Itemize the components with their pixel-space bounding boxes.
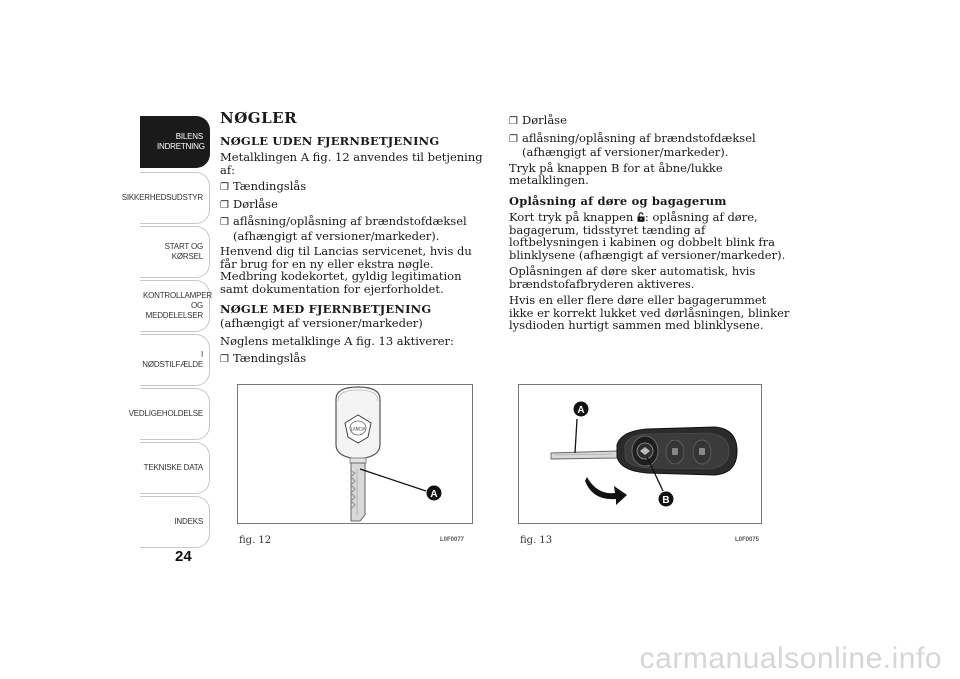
section-heading-remote: NØGLE MED FJERNBETJENING	[220, 302, 432, 316]
watermark: carmanualsonline.info	[639, 641, 942, 675]
ballot-box-icon: ❐	[509, 133, 518, 145]
section-intro: Metalklingen A fig. 12 anvendes til betjening af:	[220, 150, 483, 177]
paragraph: Tryk på knappen B for at åbne/lukke metalklingen.	[509, 160, 723, 187]
right-column	[509, 114, 794, 336]
section-subtitle: (afhængigt af versioner/markeder)	[220, 315, 423, 330]
list-item: ❐ Dørlåse	[220, 196, 278, 211]
paragraph: Hvis en eller flere døre eller bagagerummet ikke er korrekt lukket ved dørlåsningen, blinker lysdioden hurtigt sammen med blinklysene.	[509, 293, 790, 332]
list-item: ❐ aflåsning/oplåsning af brændstofdæksel (afhængigt af versioner/markeder).	[509, 130, 756, 159]
key-illustration	[238, 385, 472, 523]
remote-key-illustration	[519, 385, 761, 523]
list-item: ❐ aflåsning/oplåsning af brændstofdæksel (afhængigt af versioner/markeder).	[220, 214, 467, 243]
service-note: Henvend dig til Lancias servicenet, hvis du får brug for en ny eller ekstra nøgle. Medbring kodekortet, gyldig legitimation samt dokumentation for ejerforholdet.	[220, 244, 472, 296]
tab-start-og-korsel[interactable]: START OG KØRSEL	[140, 226, 210, 278]
ballot-box-icon: ❐	[220, 353, 229, 365]
ballot-box-icon: ❐	[220, 182, 229, 193]
section-heading-unlock: Oplåsning af døre og bagagerum	[509, 193, 727, 208]
section-intro: Nøglens metalklinge A fig. 13 aktiverer:	[220, 334, 454, 348]
left-column	[220, 109, 485, 369]
paragraph: Oplåsningen af døre sker automatisk, hvis brændstofafbryderen aktiveres.	[509, 264, 756, 291]
figure-12-caption: fig. 12	[239, 535, 272, 546]
tab-bilens-indretning[interactable]: BILENS INDRETNING	[140, 116, 210, 168]
tab-sikkerhedsudstyr[interactable]: SIKKERHEDSUDSTYR	[140, 172, 210, 224]
figure-13-caption: fig. 13	[520, 535, 553, 546]
figure-12-code: L0F0077	[440, 537, 465, 543]
list-item: ❐ Tændingslås	[220, 350, 307, 365]
figure-12	[237, 384, 473, 524]
tab-kontrollamper[interactable]: KONTROLLAMPER OG MEDDELELSER	[140, 280, 210, 332]
callout-a: A	[577, 405, 585, 416]
page-number: 24	[175, 548, 192, 565]
tab-tekniske-data[interactable]: TEKNISKE DATA	[140, 442, 210, 494]
ballot-box-icon: ❐	[220, 199, 229, 211]
list-item: ❐ Dørlåse	[509, 113, 567, 127]
ballot-box-icon: ❐	[220, 217, 229, 228]
callout-b: B	[662, 495, 670, 506]
callout-a: A	[430, 489, 438, 500]
tab-vedligeholdelse[interactable]: VEDLIGEHOLDELSE	[140, 388, 210, 440]
figure-13-code: L0F0075	[735, 537, 760, 543]
section-heading-no-remote: NØGLE UDEN FJERNBETJENING	[220, 133, 440, 148]
list-item: ❐ Tændingslås	[220, 179, 307, 193]
paragraph: Kort tryk på knappen : oplåsning af døre, bagagerum, tidsstyret tænding af loftbelysningen i kabinen og dobbelt blink fra blinklysene (afhængigt af versioner/markeder).	[509, 210, 786, 262]
tab-i-nodstilfaelde[interactable]: I NØDSTILFÆLDE	[140, 334, 210, 386]
unlock-padlock-icon	[637, 212, 645, 222]
ballot-box-icon: ❐	[509, 116, 518, 127]
lancia-logo-text: LANCIA	[350, 426, 366, 432]
figure-13	[518, 384, 762, 524]
tab-indeks[interactable]: INDEKS	[140, 496, 210, 548]
rotation-arrow-icon	[585, 477, 627, 505]
page-title: NØGLER	[220, 109, 298, 127]
